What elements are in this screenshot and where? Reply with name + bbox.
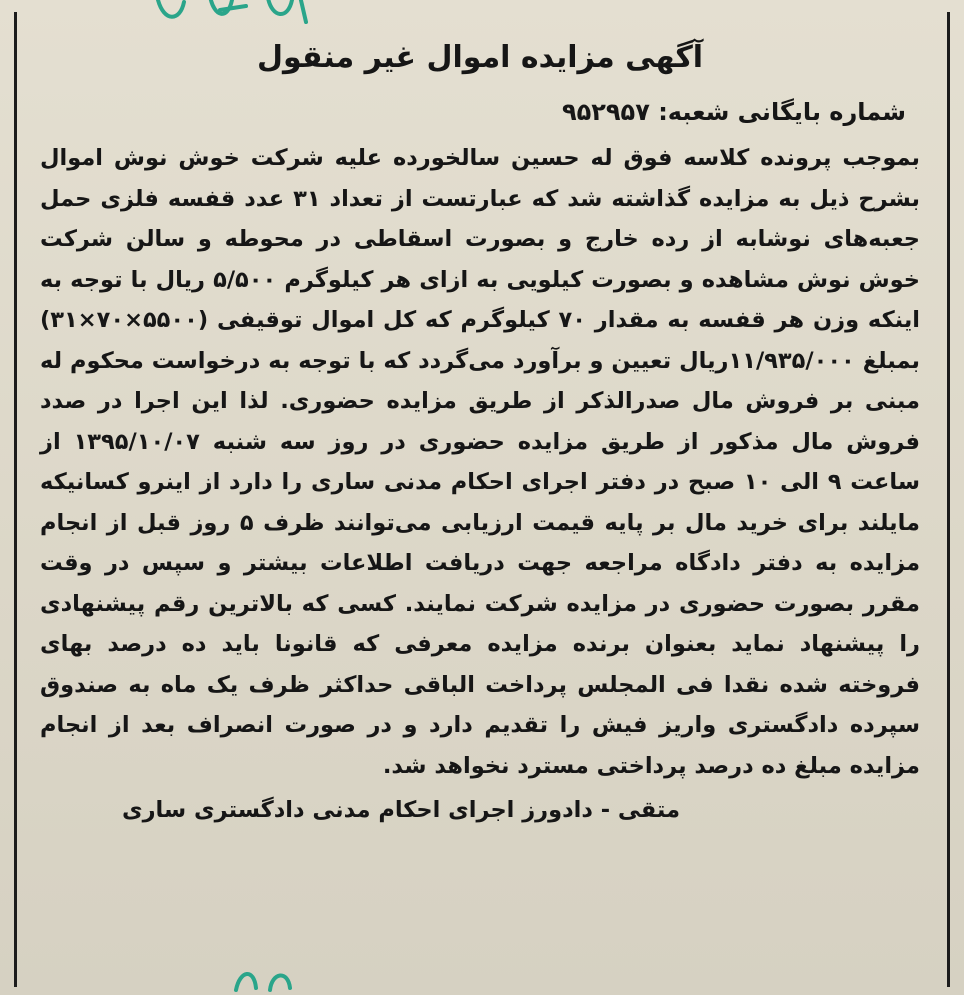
notice-title: آگهی مزایده اموال غیر منقول <box>256 40 704 75</box>
notice-signature: متقی - دادورز اجرای احکام مدنی دادگستری ساری <box>121 797 680 823</box>
archive-number: شماره بایگانی شعبه: ۹۵۲۹۵۷ <box>561 98 906 126</box>
auction-notice <box>40 30 920 830</box>
handwritten-mark-top <box>150 0 330 32</box>
notice-body: بموجب پرونده کلاسه فوق له حسین سالخورده علیه شرکت خوش نوش اموال بشرح ذیل به مزایده گذاشته شد که عبارتست از تعداد ۳۱ عدد قفسه فلزی حمل جعبه‌های نوشابه از رده خارج و بصورت اسقاطی در محوطه و سالن شرکت خوش نوش مشاهده و بصورت کیلویی به ازای هر کیلوگرم ۵/۵۰۰ ریال با توجه به اینکه وزن هر قفسه به مقدار ۷۰ کیلوگرم که کل اموال توقیفی (۵۵۰۰×۷۰×۳۱) بمبلغ ۱۱/۹۳۵/۰۰۰ریال تعیین و برآورد می‌گردد که با توجه به درخواست محکوم له مبنی بر فروش مال صدرالذکر از طریق مزایده حضوری. لذا این اجرا در صدد فروش مال مذکور از طریق مزایده حضوری در روز سه شنبه ۱۳۹۵/۱۰/۰۷ از ساعت ۹ الی ۱۰ صبح در دفتر اجرای احکام مدنی ساری را دارد از اینرو کسانیکه مایلند برای خرید مال بر پایه قیمت ارزیابی می‌توانند ظرف ۵ روز قبل از انجام مزایده به دفتر دادگاه مراجعه جهت دریافت اطلاعات بیشتر و سپس در وقت مقرر بصورت حضوری در مزایده شرکت نمایند. کسی که بالاترین رقم پیشنهادی را پیشنهاد نماید بعنوان برنده مزایده معرفی که قانونا باید ده درصد بهای فروخته شده نقدا فی المجلس پرداخت الباقی حداکثر ظرف یک ماه به صندوق سپرده دادگستری واریز فیش را تقدیم دارد و در صورت انصراف بعد از انجام مزایده مبلغ ده درصد پرداختی مسترد نخواهد شد. <box>40 145 921 779</box>
handwritten-mark-bottom <box>230 960 310 995</box>
